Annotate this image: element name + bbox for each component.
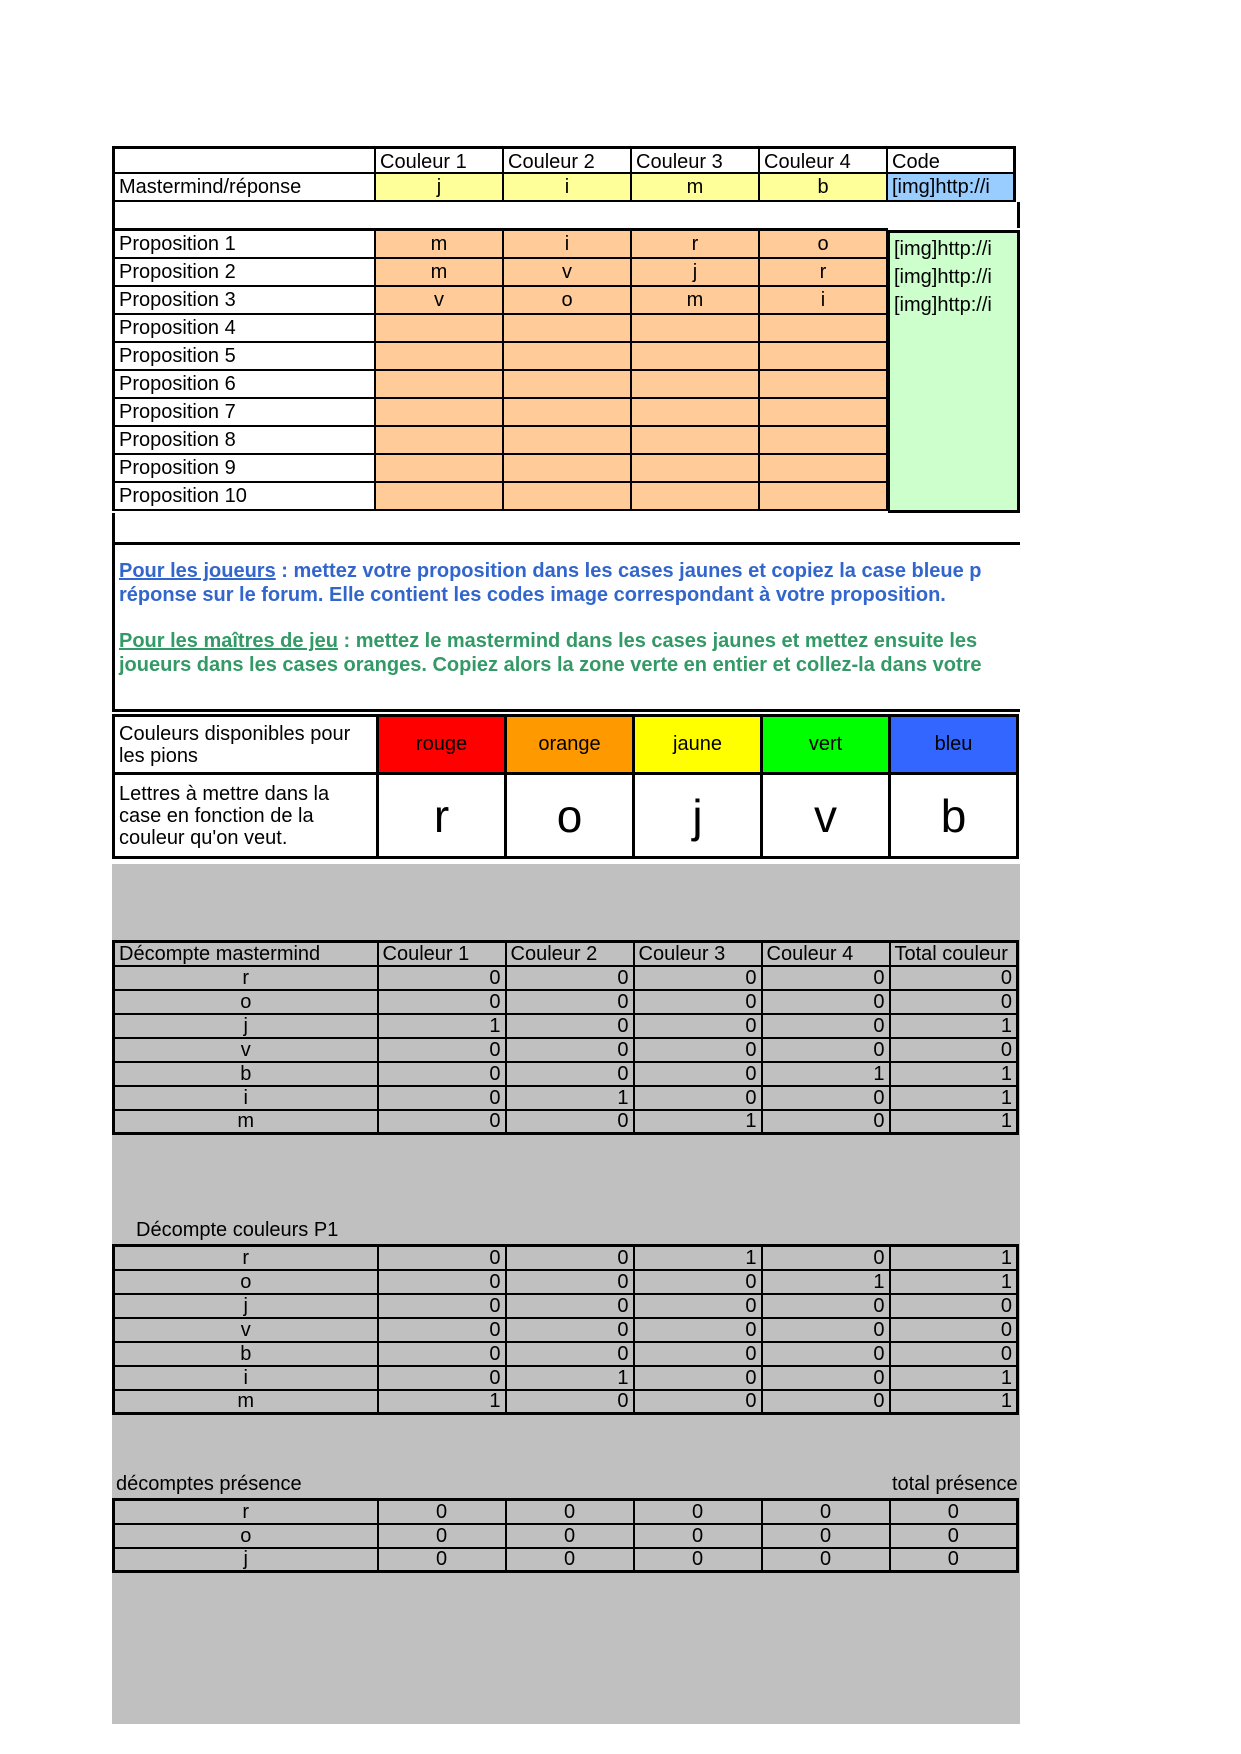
proposition-cell[interactable] [760, 343, 888, 371]
presence-cell[interactable]: 0 [762, 1500, 890, 1524]
total-cell[interactable]: 0 [890, 990, 1018, 1014]
row-letter: m [114, 1390, 378, 1414]
spacer-row [112, 513, 1020, 542]
total-cell[interactable]: 0 [890, 1342, 1018, 1366]
count-cell[interactable]: 0 [634, 1038, 762, 1062]
proposition-row [112, 427, 888, 455]
header-row [112, 146, 1020, 174]
proposition-cell[interactable]: r [760, 259, 888, 287]
proposition-cell[interactable]: o [760, 231, 888, 259]
row-letter: b [114, 1062, 378, 1086]
swatch-vert: vert [762, 716, 890, 774]
presence-cell[interactable]: 0 [378, 1500, 506, 1524]
table-row [114, 966, 1018, 990]
proposition-cell[interactable] [760, 455, 888, 483]
colors-row [114, 716, 1018, 774]
count-cell[interactable]: 0 [378, 1038, 506, 1062]
letter-j: j [634, 774, 762, 858]
answer-cell-2[interactable]: i [504, 174, 632, 202]
swatch-jaune: jaune [634, 716, 762, 774]
proposition-cell[interactable]: v [504, 259, 632, 287]
count-cell[interactable]: 0 [506, 1270, 634, 1294]
total-cell[interactable]: 1 [890, 1366, 1018, 1390]
proposition-cell[interactable] [760, 427, 888, 455]
count-cell[interactable]: 0 [634, 1318, 762, 1342]
proposition-cell[interactable] [632, 315, 760, 343]
proposition-cell[interactable] [504, 371, 632, 399]
row-letter: v [114, 1318, 378, 1342]
proposition-row [112, 399, 888, 427]
proposition-row [112, 231, 888, 259]
proposition-label: Proposition 10 [112, 483, 376, 511]
row-letter: j [114, 1294, 378, 1318]
letter-v: v [762, 774, 890, 858]
masters-link[interactable]: Pour les maîtres de jeu [119, 630, 338, 652]
presence-cell[interactable]: 0 [762, 1548, 890, 1572]
answer-cell-1[interactable]: j [376, 174, 504, 202]
available-colors-label: Couleurs disponibles pour les pions [114, 716, 378, 774]
total-cell[interactable]: 1 [890, 1062, 1018, 1086]
table-row [114, 1524, 1018, 1548]
decompte-p1-caption: Décompte couleurs P1 [136, 1219, 339, 1241]
proposition-cell[interactable] [504, 343, 632, 371]
count-cell[interactable]: 0 [506, 1014, 634, 1038]
count-cell[interactable]: 0 [378, 1270, 506, 1294]
row-letter: r [114, 966, 378, 990]
proposition-label: Proposition 7 [112, 399, 376, 427]
presence-total-cell[interactable]: 0 [890, 1500, 1018, 1524]
proposition-label: Proposition 5 [112, 343, 376, 371]
proposition-cell[interactable] [504, 427, 632, 455]
presence-cell[interactable]: 0 [762, 1524, 890, 1548]
count-cell[interactable]: 0 [634, 1062, 762, 1086]
row-letter: o [114, 990, 378, 1014]
proposition-cell[interactable] [632, 399, 760, 427]
proposition-row [112, 287, 888, 315]
total-cell[interactable]: 1 [890, 1390, 1018, 1414]
count-cell[interactable]: 1 [762, 1270, 890, 1294]
total-cell[interactable]: 0 [890, 1038, 1018, 1062]
row-letter: o [114, 1270, 378, 1294]
proposition-cell[interactable] [504, 315, 632, 343]
count-cell[interactable]: 0 [378, 1062, 506, 1086]
answer-code-cell[interactable]: [img]http://i [888, 174, 1016, 202]
masters-instructions [119, 629, 1014, 677]
count-cell[interactable]: 0 [762, 1366, 890, 1390]
players-text-1: : mettez votre proposition dans les cases jaunes et copiez la case bleue p [275, 560, 982, 582]
total-cell[interactable]: 1 [890, 1086, 1018, 1110]
count-cell[interactable]: 1 [506, 1366, 634, 1390]
total-cell[interactable]: 0 [890, 1294, 1018, 1318]
table-row [114, 1294, 1018, 1318]
swatch-orange: orange [506, 716, 634, 774]
count-cell[interactable]: 0 [634, 1294, 762, 1318]
decompte-col-header: Couleur 1 [378, 942, 506, 966]
players-instructions [119, 559, 1014, 607]
presence-total-caption: total présence [892, 1473, 1018, 1495]
total-cell[interactable]: 1 [890, 1014, 1018, 1038]
code-export-zone[interactable] [888, 230, 1020, 513]
proposition-cell[interactable] [632, 427, 760, 455]
total-cell[interactable]: 0 [890, 1318, 1018, 1342]
proposition-label: Proposition 4 [112, 315, 376, 343]
answer-label[interactable]: Mastermind/réponse [112, 174, 376, 202]
table-row [114, 1500, 1018, 1524]
propositions-block [112, 228, 888, 511]
proposition-cell[interactable]: v [376, 287, 504, 315]
letter-r: r [378, 774, 506, 858]
count-cell[interactable]: 0 [762, 1086, 890, 1110]
row-letter: r [114, 1246, 378, 1270]
answer-cell-3[interactable]: m [632, 174, 760, 202]
count-cell[interactable]: 0 [762, 1038, 890, 1062]
decompte-col-header: Total couleur [890, 942, 1018, 966]
proposition-cell[interactable]: o [504, 287, 632, 315]
proposition-row [112, 455, 888, 483]
presence-cell[interactable]: 0 [378, 1524, 506, 1548]
total-cell[interactable]: 1 [890, 1110, 1018, 1134]
header-couleur-4[interactable]: Couleur 4 [760, 146, 888, 174]
code-line: [img]http://i [894, 238, 992, 260]
table-row [114, 1014, 1018, 1038]
spreadsheet-page [112, 146, 1020, 1571]
row-letter: j [114, 1548, 378, 1572]
masters-text-1: : mettez le mastermind dans les cases jaunes et mettez ensuite les [337, 630, 978, 652]
table-row [114, 1342, 1018, 1366]
count-cell[interactable]: 0 [378, 1366, 506, 1390]
proposition-row [112, 259, 888, 287]
count-cell[interactable]: 0 [762, 1110, 890, 1134]
count-cell[interactable]: 0 [506, 1246, 634, 1270]
proposition-cell[interactable]: m [632, 287, 760, 315]
proposition-label: Proposition 1 [112, 231, 376, 259]
decompte-header-row [114, 942, 1018, 966]
count-cell[interactable]: 1 [634, 1246, 762, 1270]
proposition-cell[interactable]: m [376, 259, 504, 287]
letter-o: o [506, 774, 634, 858]
proposition-cell[interactable] [760, 483, 888, 511]
count-cell[interactable]: 0 [506, 1062, 634, 1086]
letters-label: Lettres à mettre dans la case en fonction de la couleur qu'on veut. [114, 774, 378, 858]
total-cell[interactable]: 0 [890, 966, 1018, 990]
proposition-cell[interactable] [504, 483, 632, 511]
proposition-label: Proposition 6 [112, 371, 376, 399]
table-row [114, 1390, 1018, 1414]
count-cell[interactable]: 0 [762, 1246, 890, 1270]
proposition-cell[interactable] [632, 343, 760, 371]
decompte-col-header: Couleur 3 [634, 942, 762, 966]
proposition-cell[interactable] [376, 315, 504, 343]
players-text-2: réponse sur le forum. Elle contient les codes image correspondant à votre proposition. [119, 584, 946, 606]
count-cell[interactable]: 0 [378, 966, 506, 990]
presence-table [112, 1498, 1020, 1573]
presence-total-cell[interactable]: 0 [890, 1548, 1018, 1572]
count-cell[interactable]: 0 [634, 966, 762, 990]
count-cell[interactable]: 0 [506, 1294, 634, 1318]
total-cell[interactable]: 1 [890, 1270, 1018, 1294]
count-cell[interactable]: 0 [634, 990, 762, 1014]
count-cell[interactable]: 1 [378, 1390, 506, 1414]
instructions-box [112, 542, 1020, 712]
proposition-row [112, 371, 888, 399]
answer-cell-4[interactable]: b [760, 174, 888, 202]
answer-row [112, 174, 1020, 202]
count-cell[interactable]: 0 [762, 1014, 890, 1038]
count-cell[interactable]: 0 [634, 1390, 762, 1414]
presence-cell[interactable]: 0 [506, 1524, 634, 1548]
count-cell[interactable]: 0 [506, 966, 634, 990]
proposition-cell[interactable] [632, 455, 760, 483]
proposition-cell[interactable] [376, 427, 504, 455]
decompte-p1-table [112, 1244, 1020, 1415]
proposition-label: Proposition 9 [112, 455, 376, 483]
proposition-cell[interactable] [632, 483, 760, 511]
table-row [114, 1548, 1018, 1572]
table-row [114, 1318, 1018, 1342]
count-cell[interactable]: 0 [634, 1270, 762, 1294]
table-row [114, 990, 1018, 1014]
proposition-cell[interactable]: i [760, 287, 888, 315]
proposition-cell[interactable] [376, 399, 504, 427]
table-row [114, 1062, 1018, 1086]
swatch-bleu: bleu [890, 716, 1018, 774]
count-cell[interactable]: 0 [506, 1318, 634, 1342]
proposition-label: Proposition 3 [112, 287, 376, 315]
presence-cell[interactable]: 0 [634, 1500, 762, 1524]
proposition-row [112, 343, 888, 371]
total-cell[interactable]: 1 [890, 1246, 1018, 1270]
header-couleur-3[interactable]: Couleur 3 [632, 146, 760, 174]
row-letter: i [114, 1086, 378, 1110]
letter-b: b [890, 774, 1018, 858]
count-cell[interactable]: 1 [634, 1110, 762, 1134]
table-row [114, 1038, 1018, 1062]
count-cell[interactable]: 0 [634, 1342, 762, 1366]
proposition-cell[interactable] [760, 315, 888, 343]
row-letter: j [114, 1014, 378, 1038]
row-letter: r [114, 1500, 378, 1524]
count-cell[interactable]: 0 [506, 990, 634, 1014]
proposition-cell[interactable]: m [376, 231, 504, 259]
row-letter: m [114, 1110, 378, 1134]
spacer-row [112, 202, 1020, 228]
count-cell[interactable]: 0 [762, 1342, 890, 1366]
count-cell[interactable]: 0 [378, 1110, 506, 1134]
decompte-title: Décompte mastermind [114, 942, 378, 966]
masters-text-2: joueurs dans les cases oranges. Copiez alors la zone verte en entier et collez-la dans votre [119, 654, 982, 676]
count-cell[interactable]: 0 [378, 1246, 506, 1270]
row-letter: o [114, 1524, 378, 1548]
count-cell[interactable]: 0 [762, 966, 890, 990]
header-blank-cell[interactable] [112, 146, 376, 174]
presence-total-cell[interactable]: 0 [890, 1524, 1018, 1548]
count-cell[interactable]: 0 [506, 1342, 634, 1366]
row-letter: i [114, 1366, 378, 1390]
players-link[interactable]: Pour les joueurs [119, 560, 276, 582]
count-cell[interactable]: 0 [506, 1038, 634, 1062]
proposition-cell[interactable] [760, 399, 888, 427]
count-cell[interactable]: 0 [634, 1086, 762, 1110]
decompte-col-header: Couleur 2 [506, 942, 634, 966]
proposition-label: Proposition 8 [112, 427, 376, 455]
decompte-mastermind-table [112, 940, 1020, 1135]
table-row [114, 1086, 1018, 1110]
row-letter: b [114, 1342, 378, 1366]
proposition-row [112, 315, 888, 343]
presence-cell[interactable]: 0 [634, 1548, 762, 1572]
header-code[interactable]: Code [888, 146, 1016, 174]
proposition-cell[interactable] [760, 371, 888, 399]
count-cell[interactable]: 0 [378, 1086, 506, 1110]
count-cell[interactable]: 0 [762, 1318, 890, 1342]
table-row [114, 1246, 1018, 1270]
letters-row [114, 774, 1018, 858]
proposition-cell[interactable] [504, 399, 632, 427]
proposition-cell[interactable] [376, 371, 504, 399]
proposition-row [112, 483, 888, 511]
count-cell[interactable]: 0 [634, 1014, 762, 1038]
count-cell[interactable]: 0 [506, 1110, 634, 1134]
presence-cell[interactable]: 0 [506, 1548, 634, 1572]
count-cell[interactable]: 0 [378, 1318, 506, 1342]
presence-caption: décomptes présence [116, 1473, 302, 1495]
count-cell[interactable]: 0 [762, 990, 890, 1014]
proposition-label: Proposition 2 [112, 259, 376, 287]
row-letter: v [114, 1038, 378, 1062]
count-cell[interactable]: 0 [378, 990, 506, 1014]
table-row [114, 1366, 1018, 1390]
code-line: [img]http://i [894, 294, 992, 316]
count-cell[interactable]: 0 [378, 1342, 506, 1366]
decompte-col-header: Couleur 4 [762, 942, 890, 966]
presence-cell[interactable]: 0 [634, 1524, 762, 1548]
table-row [114, 1270, 1018, 1294]
proposition-cell[interactable] [376, 343, 504, 371]
header-couleur-1[interactable]: Couleur 1 [376, 146, 504, 174]
proposition-cell[interactable]: i [504, 231, 632, 259]
proposition-cell[interactable] [376, 483, 504, 511]
count-cell[interactable]: 1 [762, 1062, 890, 1086]
count-cell[interactable]: 0 [378, 1294, 506, 1318]
colors-legend [112, 714, 1020, 859]
count-cell[interactable]: 0 [762, 1390, 890, 1414]
count-cell[interactable]: 1 [506, 1086, 634, 1110]
proposition-cell[interactable] [504, 455, 632, 483]
presence-cell[interactable]: 0 [506, 1500, 634, 1524]
header-couleur-2[interactable]: Couleur 2 [504, 146, 632, 174]
proposition-cell[interactable] [376, 455, 504, 483]
proposition-cell[interactable]: j [632, 259, 760, 287]
presence-cell[interactable]: 0 [378, 1548, 506, 1572]
table-row [114, 1110, 1018, 1134]
proposition-cell[interactable]: r [632, 231, 760, 259]
count-cell[interactable]: 0 [762, 1294, 890, 1318]
code-line: [img]http://i [894, 266, 992, 288]
swatch-rouge: rouge [378, 716, 506, 774]
count-cell[interactable]: 0 [506, 1390, 634, 1414]
count-cell[interactable]: 0 [634, 1366, 762, 1390]
count-cell[interactable]: 1 [378, 1014, 506, 1038]
proposition-cell[interactable] [632, 371, 760, 399]
